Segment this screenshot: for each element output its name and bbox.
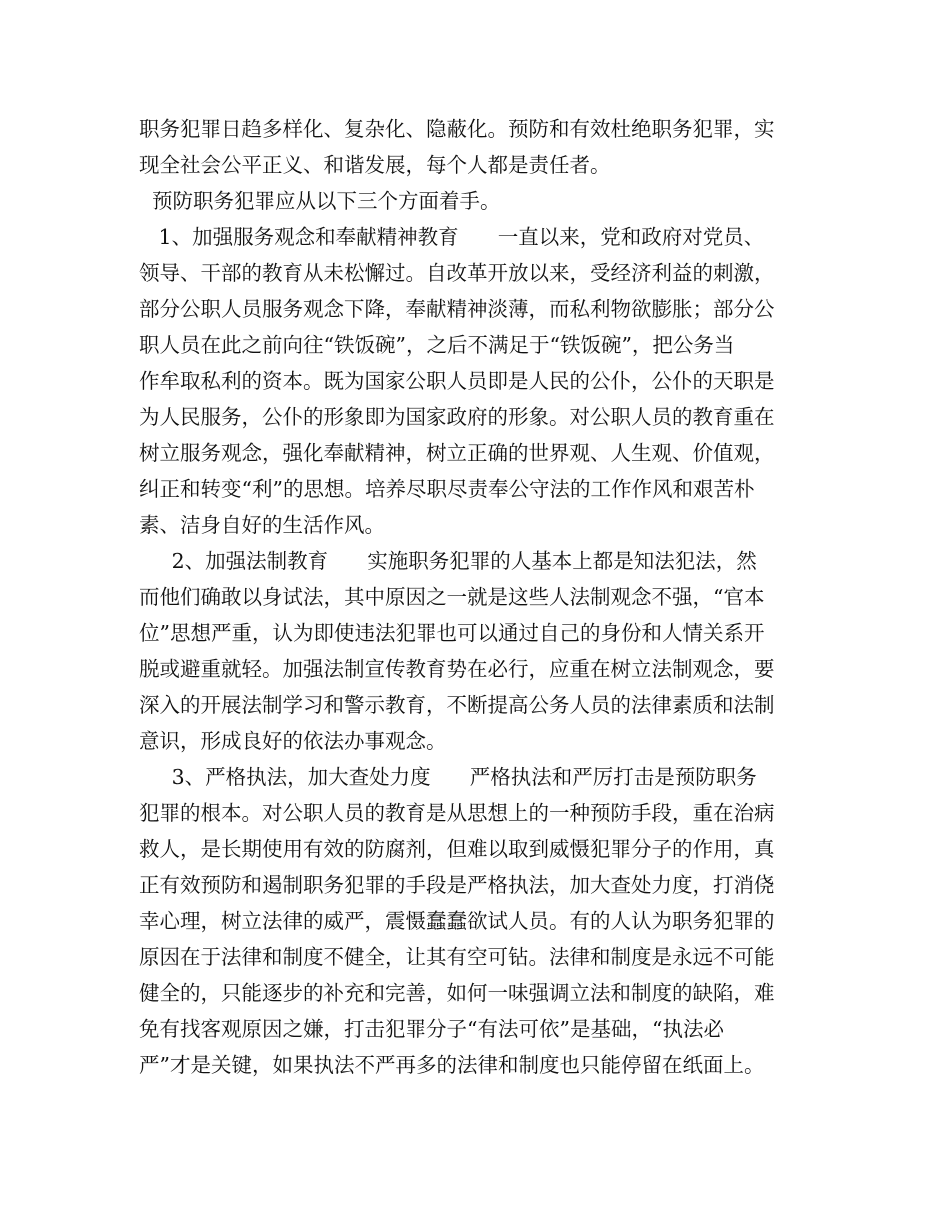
text-line: 救人，是长期使用有效的防腐剂，但难以取到威慑犯罪分子的作用，真 <box>139 837 775 861</box>
text-line: 纠正和转变“利”的思想。培养尽职尽责奉公守法的工作作风和艰苦朴 <box>139 477 755 501</box>
text-line: 严”才是关键，如果执法不严再多的法律和制度也只能停留在纸面上。 <box>139 1053 765 1077</box>
text-line: 原因在于法律和制度不健全，让其有空可钻。法律和制度是永远不可能 <box>139 945 775 969</box>
document-body <box>139 111 819 1083</box>
text-line: 部分公职人员服务观念下降，奉献精神淡薄，而私利物欲膨胀；部分公 <box>139 297 775 321</box>
text-line: 1、加强服务观念和奉献精神教育 一直以来，党和政府对党员、 <box>139 225 765 249</box>
text-line: 正有效预防和遏制职务犯罪的手段是严格执法，加大查处力度，打消侥 <box>139 873 775 897</box>
text-line: 犯罪的根本。对公职人员的教育是从思想上的一种预防手段，重在治病 <box>139 801 775 825</box>
text-line: 作牟取私利的资本。既为国家公职人员即是人民的公仆，公仆的天职是 <box>139 369 775 393</box>
text-line: 脱或避重就轻。加强法制宣传教育势在必行，应重在树立法制观念，要 <box>139 657 775 681</box>
text-line: 职务犯罪日趋多样化、复杂化、隐蔽化。预防和有效杜绝职务犯罪，实 <box>139 117 775 141</box>
text-line: 领导、干部的教育从未松懈过。自改革开放以来，受经济利益的刺激， <box>139 261 775 285</box>
text-line: 免有找客观原因之嫌，打击犯罪分子“有法可依”是基础，“执法必 <box>139 1017 724 1041</box>
text-line: 位”思想严重，认为即使违法犯罪也可以通过自己的身份和人情关系开 <box>139 621 765 645</box>
text-line: 职人员在此之前向往“铁饭碗”，之后不满足于“铁饭碗”，把公务当 <box>139 333 735 357</box>
text-line: 2、加强法制教育 实施职务犯罪的人基本上都是知法犯法，然 <box>139 549 757 573</box>
text-line: 预防职务犯罪应从以下三个方面着手。 <box>139 189 501 213</box>
text-line: 深入的开展法制学习和警示教育，不断提高公务人员的法律素质和法制 <box>139 693 775 717</box>
text-line: 树立服务观念，强化奉献精神，树立正确的世界观、人生观、价值观， <box>139 441 775 465</box>
text-line: 健全的，只能逐步的补充和完善，如何一味强调立法和制度的缺陷，难 <box>139 981 775 1005</box>
text-line: 为人民服务，公仆的形象即为国家政府的形象。对公职人员的教育重在 <box>139 405 775 429</box>
text-line: 素、洁身自好的生活作风。 <box>139 513 385 537</box>
text-line: 意识，形成良好的依法办事观念。 <box>139 729 447 753</box>
text-line: 幸心理，树立法律的威严，震慑蠢蠢欲试人员。有的人认为职务犯罪的 <box>139 909 775 933</box>
text-line: 现全社会公平正义、和谐发展，每个人都是责任者。 <box>139 153 611 177</box>
text-line: 而他们确敢以身试法，其中原因之一就是这些人法制观念不强，“官本 <box>139 585 765 609</box>
text-line: 3、严格执法，加大查处力度 严格执法和严厉打击是预防职务 <box>139 765 757 789</box>
